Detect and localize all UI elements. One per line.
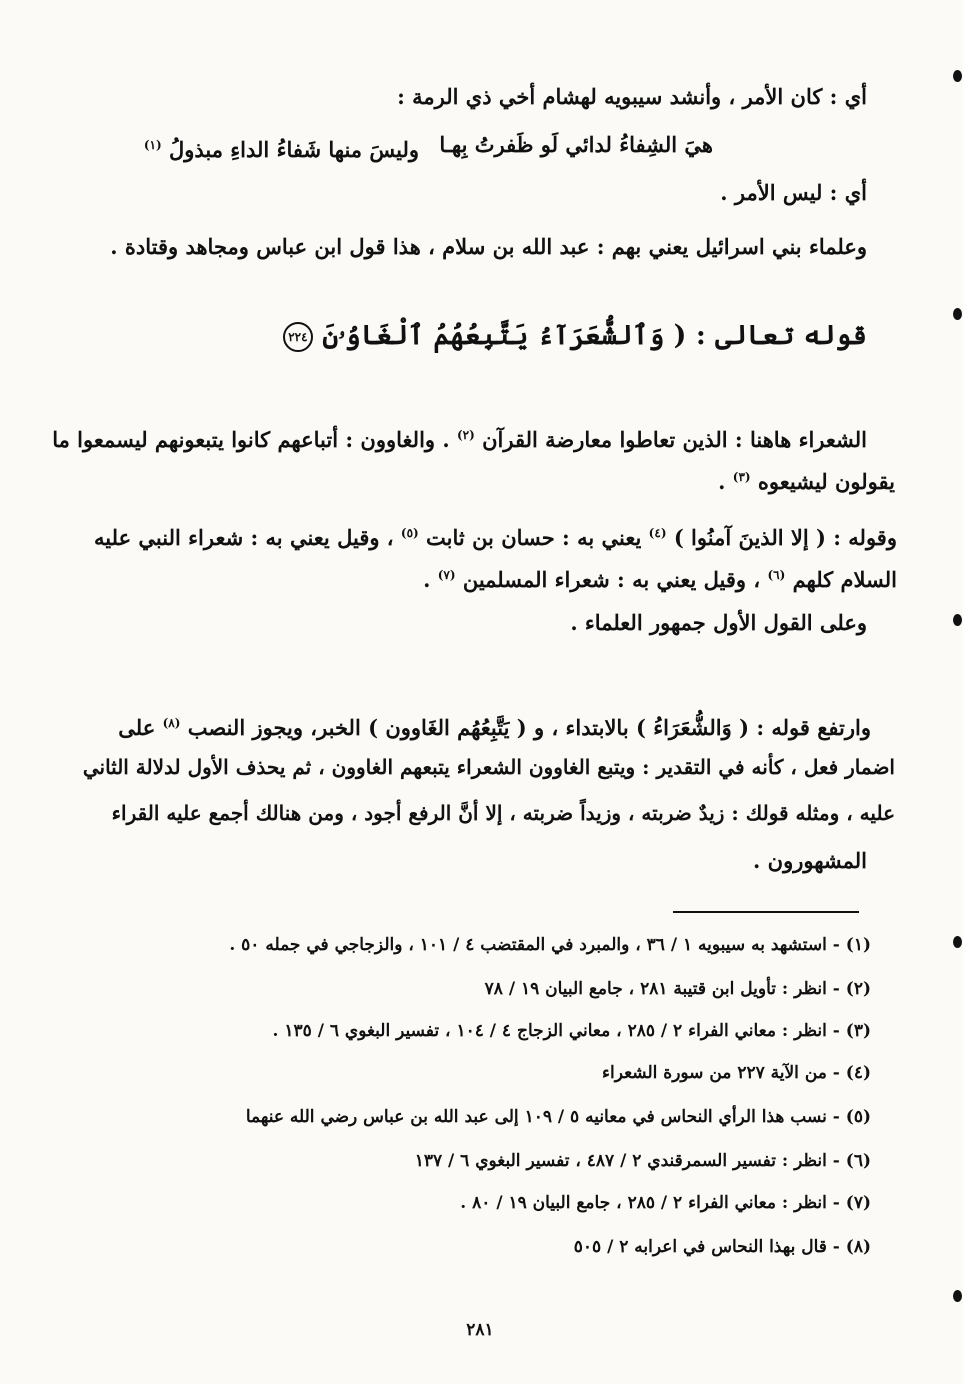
margin-mark [953, 614, 962, 626]
text-line: اضمار فعل ، كأنه في التقدير : ويتبع الغاوون الشعراء يتبعهم الغاوون ، ثم يحذف الأول لدلالة الثاني [82, 755, 895, 779]
quran-heading: قوله تعالى : ( وَٱلشُّعَرَآءُ يَتَّبِعُهُمُ ٱلْغَاوُۥنَ ٢٢٤ [283, 316, 867, 356]
footnote-separator [673, 911, 859, 913]
ayah-number-icon: ٢٢٤ [283, 322, 313, 352]
footnote: (٨) - قال بهذا النحاس في اعرابه ٢ / ٥٠٥ [573, 1237, 871, 1257]
text-line: وعلى القول الأول جمهور العلماء . [570, 610, 867, 635]
text-line: يقولون ليشيعوه $^{(٣)}$ . [718, 469, 895, 494]
text-line: وقوله : ( إلا الذينَ آمنُوا ) $^{(٤)}$ يعني به : حسان بن ثابت $^{(٥)}$ ، وقيل يعني به : شعراء النبي عليه [94, 525, 897, 550]
note-ref: (٨) [162, 716, 181, 730]
margin-mark [953, 70, 962, 82]
margin-mark [953, 1290, 962, 1302]
text-line: أي : كان الأمر ، وأنشد سيبويه لهشام أخي ذي الرمة : [397, 84, 867, 109]
text-line: الشعراء هاهنا : الذين تعاطوا معارضة القرآن $^{(٢)}$ . والغاوون : أتباعهم كانوا يتبعونهم ليسمعوا ما [52, 427, 867, 452]
footnote: (٦) - انظر : تفسير السمرقندي ٢ / ٤٨٧ ، تفسير البغوي ٦ / ١٣٧ [414, 1151, 871, 1171]
footnote: (٧) - انظر : معاني الفراء ٢ / ٢٨٥ ، جامع البيان ١٩ / ٨٠ . [460, 1193, 871, 1213]
note-ref: (٥) [400, 526, 419, 540]
footnote: (٢) - انظر : تأويل ابن قتيبة ٢٨١ ، جامع البيان ١٩ / ٧٨ [484, 979, 871, 999]
page-number: ٢٨١ [466, 1320, 494, 1340]
note-ref: (٤) [648, 526, 667, 540]
footnote: (٣) - انظر : معاني الفراء ٢ / ٢٨٥ ، معاني الزجاج ٤ / ١٠٤ ، تفسير البغوي ٦ / ١٣٥ . [272, 1021, 871, 1041]
footnote: (٥) - نسب هذا الرأي النحاس في معانيه ٥ / ١٠٩ إلى عبد الله بن عباس رضي الله عنهما [245, 1107, 871, 1127]
text-line: عليه ، ومثله قولك : زيدٌ ضربته ، وزيداً ضربته ، إلا أنَّ الرفع أجود ، ومن هنالك أجمع عليه القراء [111, 801, 895, 825]
text-line: أي : ليس الأمر . [720, 180, 867, 205]
footnote: (١) - استشهد به سيبويه ١ / ٣٦ ، والمبرد في المقتضب ٤ / ١٠١ ، والزجاجي في جمله ٥٠ . [229, 935, 871, 955]
text-line: السلام كلهم $^{(٦)}$ ، وقيل يعني به : شعراء المسلمين $^{(٧)}$ . [423, 567, 897, 592]
verse-hemistich-left: وليسَ منها شَفاءُ الداءِ مبذولُ $^{(١)}$ [143, 137, 419, 162]
note-ref: (٣) [732, 470, 751, 484]
note-ref: (٧) [437, 568, 456, 582]
text-line: المشهورون . [753, 848, 867, 873]
note-ref: (١) [143, 138, 162, 152]
verse-hemistich-right: هيَ الشِفاءُ لدائي لَو ظَفرتُ بِهـا [439, 132, 713, 157]
text-line: وعلماء بني اسرائيل يعني بهم : عبد الله بن سلام ، هذا قول ابن عباس ومجاهد وقتادة . [110, 234, 867, 259]
margin-mark [953, 936, 962, 948]
note-ref: (٢) [456, 428, 475, 442]
footnote: (٤) - من الآية ٢٢٧ من سورة الشعراء [602, 1063, 871, 1083]
note-ref: (٦) [767, 568, 786, 582]
margin-mark [953, 308, 962, 320]
text-line: وارتفع قوله : ( وَالشُّعَرَاءُ ) بالابتداء ، و ( يَتَّبِعُهُم الغَاوون ) الخبر، ويجوز النصب $^{(٨)}$ على [118, 715, 871, 740]
